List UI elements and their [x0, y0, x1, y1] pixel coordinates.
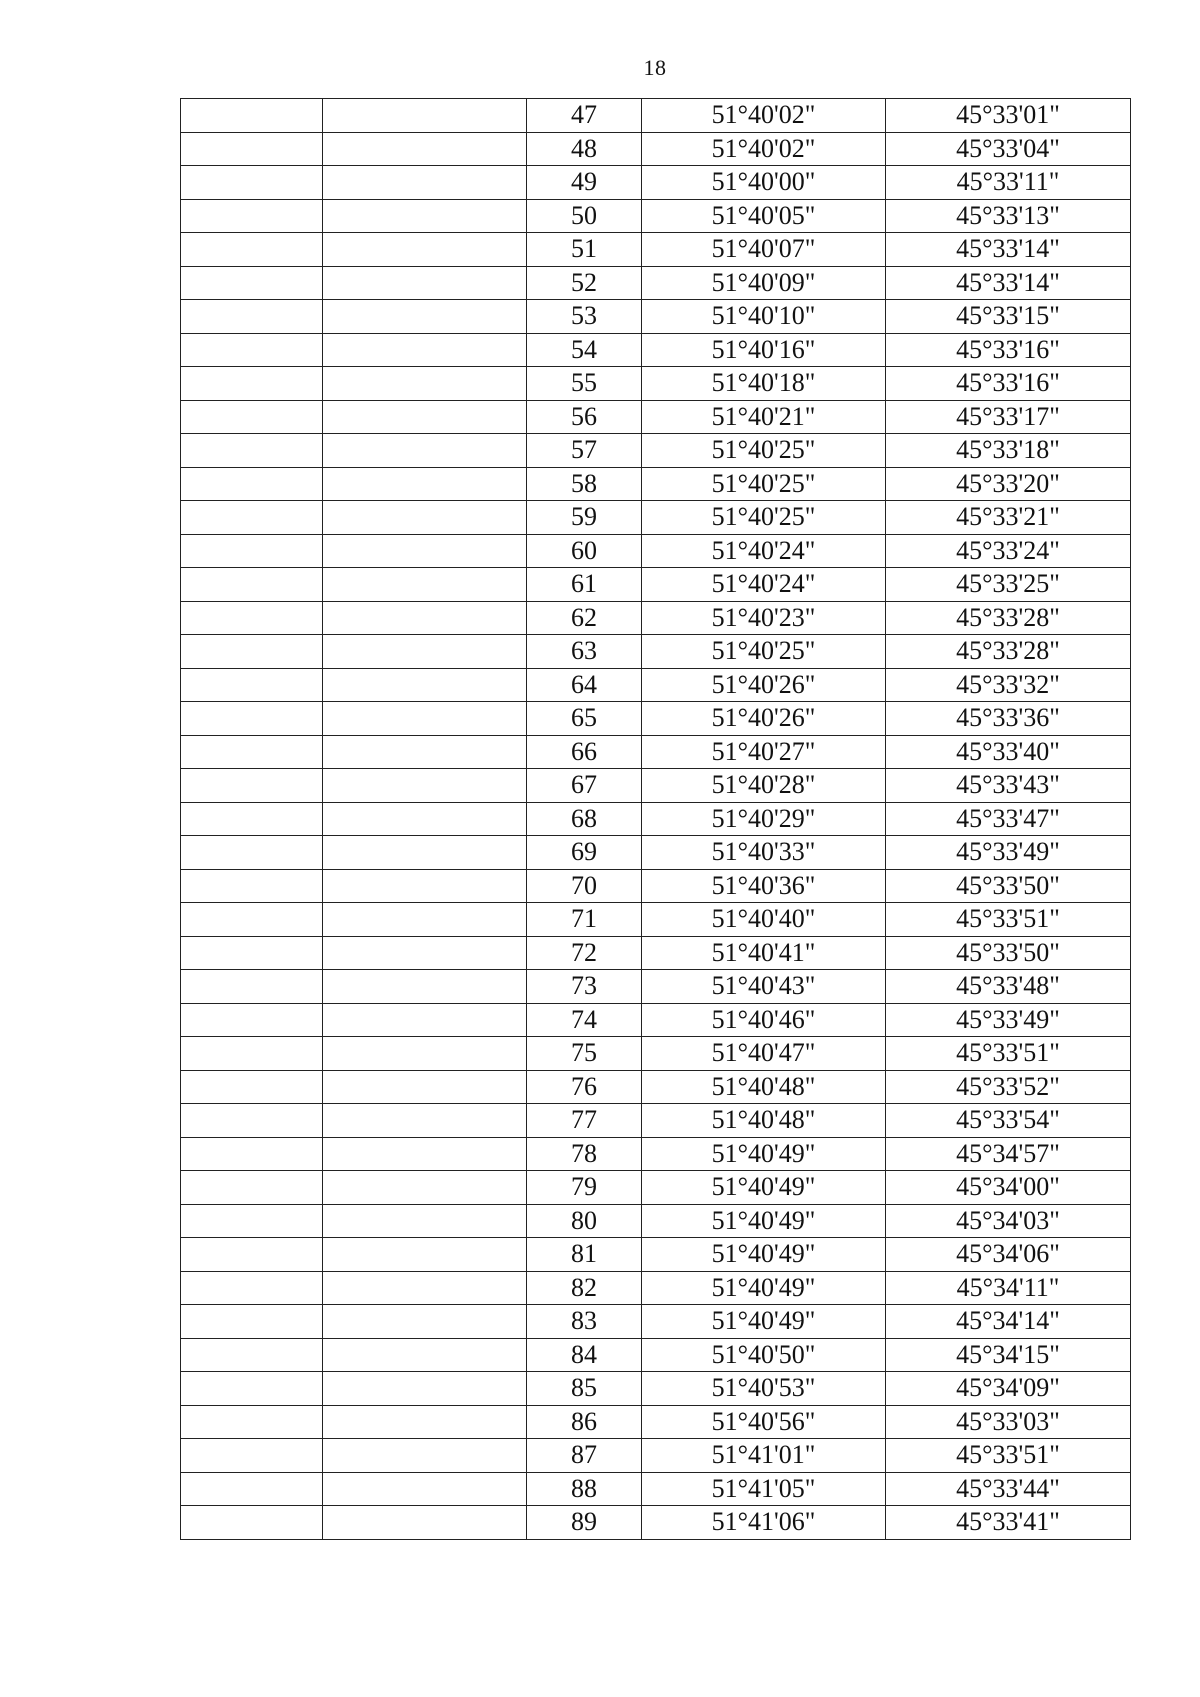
latitude-cell: 51°40'05": [642, 199, 886, 233]
point-number-cell: 86: [527, 1405, 642, 1439]
point-number-cell: 55: [527, 367, 642, 401]
longitude-cell: 45°34'09": [886, 1372, 1131, 1406]
table-row: [181, 702, 1131, 736]
table-row: [181, 467, 1131, 501]
empty-cell: [323, 601, 527, 635]
empty-cell: [323, 199, 527, 233]
table-row: [181, 1405, 1131, 1439]
point-number-cell: 69: [527, 836, 642, 870]
longitude-cell: 45°33'03": [886, 1405, 1131, 1439]
empty-cell: [181, 166, 323, 200]
empty-cell: [323, 970, 527, 1004]
longitude-cell: 45°33'40": [886, 735, 1131, 769]
empty-cell: [323, 434, 527, 468]
point-number-cell: 58: [527, 467, 642, 501]
empty-cell: [181, 233, 323, 267]
latitude-cell: 51°40'28": [642, 769, 886, 803]
empty-cell: [181, 769, 323, 803]
longitude-cell: 45°33'32": [886, 668, 1131, 702]
point-number-cell: 89: [527, 1506, 642, 1540]
latitude-cell: 51°41'06": [642, 1506, 886, 1540]
table-row: [181, 166, 1131, 200]
empty-cell: [323, 1439, 527, 1473]
point-number-cell: 50: [527, 199, 642, 233]
latitude-cell: 51°40'49": [642, 1238, 886, 1272]
latitude-cell: 51°40'25": [642, 501, 886, 535]
empty-cell: [323, 534, 527, 568]
longitude-cell: 45°33'49": [886, 1003, 1131, 1037]
empty-cell: [323, 1372, 527, 1406]
empty-cell: [181, 333, 323, 367]
point-number-cell: 78: [527, 1137, 642, 1171]
latitude-cell: 51°40'48": [642, 1104, 886, 1138]
empty-cell: [323, 1037, 527, 1071]
latitude-cell: 51°40'26": [642, 702, 886, 736]
table-row: [181, 903, 1131, 937]
empty-cell: [181, 668, 323, 702]
empty-cell: [181, 534, 323, 568]
point-number-cell: 54: [527, 333, 642, 367]
longitude-cell: 45°33'54": [886, 1104, 1131, 1138]
point-number-cell: 63: [527, 635, 642, 669]
table-row: [181, 635, 1131, 669]
point-number-cell: 47: [527, 99, 642, 133]
table-row: [181, 769, 1131, 803]
empty-cell: [323, 1204, 527, 1238]
longitude-cell: 45°33'51": [886, 1037, 1131, 1071]
point-number-cell: 64: [527, 668, 642, 702]
table-row: [181, 333, 1131, 367]
longitude-cell: 45°33'15": [886, 300, 1131, 334]
latitude-cell: 51°40'48": [642, 1070, 886, 1104]
empty-cell: [181, 1305, 323, 1339]
longitude-cell: 45°33'13": [886, 199, 1131, 233]
table-row: [181, 1003, 1131, 1037]
latitude-cell: 51°40'41": [642, 936, 886, 970]
latitude-cell: 51°40'21": [642, 400, 886, 434]
point-number-cell: 73: [527, 970, 642, 1004]
empty-cell: [181, 467, 323, 501]
table-row: [181, 869, 1131, 903]
empty-cell: [181, 903, 323, 937]
point-number-cell: 82: [527, 1271, 642, 1305]
longitude-cell: 45°33'51": [886, 903, 1131, 937]
latitude-cell: 51°40'09": [642, 266, 886, 300]
latitude-cell: 51°40'26": [642, 668, 886, 702]
latitude-cell: 51°40'49": [642, 1204, 886, 1238]
empty-cell: [323, 1070, 527, 1104]
point-number-cell: 72: [527, 936, 642, 970]
point-number-cell: 59: [527, 501, 642, 535]
table-row: [181, 668, 1131, 702]
longitude-cell: 45°34'15": [886, 1338, 1131, 1372]
latitude-cell: 51°40'36": [642, 869, 886, 903]
table-row: [181, 233, 1131, 267]
empty-cell: [323, 869, 527, 903]
latitude-cell: 51°41'05": [642, 1472, 886, 1506]
empty-cell: [323, 936, 527, 970]
latitude-cell: 51°40'56": [642, 1405, 886, 1439]
point-number-cell: 60: [527, 534, 642, 568]
table-row: [181, 1070, 1131, 1104]
table-row: [181, 1204, 1131, 1238]
point-number-cell: 77: [527, 1104, 642, 1138]
longitude-cell: 45°34'11": [886, 1271, 1131, 1305]
longitude-cell: 45°33'47": [886, 802, 1131, 836]
latitude-cell: 51°40'29": [642, 802, 886, 836]
longitude-cell: 45°33'28": [886, 635, 1131, 669]
empty-cell: [323, 333, 527, 367]
longitude-cell: 45°34'57": [886, 1137, 1131, 1171]
point-number-cell: 74: [527, 1003, 642, 1037]
empty-cell: [323, 735, 527, 769]
empty-cell: [323, 266, 527, 300]
table-row: [181, 1338, 1131, 1372]
coordinates-table-body: [181, 99, 1131, 1540]
empty-cell: [181, 1171, 323, 1205]
longitude-cell: 45°33'18": [886, 434, 1131, 468]
latitude-cell: 51°40'33": [642, 836, 886, 870]
latitude-cell: 51°40'49": [642, 1137, 886, 1171]
latitude-cell: 51°40'47": [642, 1037, 886, 1071]
latitude-cell: 51°40'02": [642, 99, 886, 133]
latitude-cell: 51°40'43": [642, 970, 886, 1004]
point-number-cell: 65: [527, 702, 642, 736]
empty-cell: [323, 166, 527, 200]
longitude-cell: 45°33'24": [886, 534, 1131, 568]
longitude-cell: 45°33'48": [886, 970, 1131, 1004]
empty-cell: [323, 836, 527, 870]
table-row: [181, 132, 1131, 166]
empty-cell: [323, 1506, 527, 1540]
latitude-cell: 51°40'49": [642, 1171, 886, 1205]
empty-cell: [323, 1472, 527, 1506]
empty-cell: [323, 1338, 527, 1372]
point-number-cell: 85: [527, 1372, 642, 1406]
latitude-cell: 51°40'07": [642, 233, 886, 267]
table-row: [181, 300, 1131, 334]
latitude-cell: 51°40'24": [642, 534, 886, 568]
longitude-cell: 45°33'16": [886, 333, 1131, 367]
point-number-cell: 76: [527, 1070, 642, 1104]
empty-cell: [181, 132, 323, 166]
empty-cell: [181, 568, 323, 602]
empty-cell: [181, 702, 323, 736]
empty-cell: [181, 1238, 323, 1272]
empty-cell: [181, 1070, 323, 1104]
empty-cell: [181, 1439, 323, 1473]
latitude-cell: 51°41'01": [642, 1439, 886, 1473]
page-number: 18: [643, 55, 667, 80]
table-row: [181, 534, 1131, 568]
longitude-cell: 45°33'20": [886, 467, 1131, 501]
latitude-cell: 51°40'24": [642, 568, 886, 602]
empty-cell: [323, 1104, 527, 1138]
table-row: [181, 1305, 1131, 1339]
empty-cell: [323, 903, 527, 937]
point-number-cell: 79: [527, 1171, 642, 1205]
longitude-cell: 45°33'01": [886, 99, 1131, 133]
latitude-cell: 51°40'10": [642, 300, 886, 334]
empty-cell: [181, 434, 323, 468]
empty-cell: [181, 1204, 323, 1238]
empty-cell: [323, 367, 527, 401]
empty-cell: [181, 1506, 323, 1540]
empty-cell: [323, 132, 527, 166]
longitude-cell: 45°33'41": [886, 1506, 1131, 1540]
empty-cell: [181, 635, 323, 669]
empty-cell: [181, 735, 323, 769]
longitude-cell: 45°34'03": [886, 1204, 1131, 1238]
table-row: [181, 99, 1131, 133]
empty-cell: [323, 635, 527, 669]
latitude-cell: 51°40'16": [642, 333, 886, 367]
empty-cell: [323, 501, 527, 535]
table-row: [181, 1238, 1131, 1272]
empty-cell: [181, 199, 323, 233]
empty-cell: [181, 869, 323, 903]
longitude-cell: 45°33'04": [886, 132, 1131, 166]
longitude-cell: 45°33'28": [886, 601, 1131, 635]
longitude-cell: 45°33'14": [886, 266, 1131, 300]
empty-cell: [181, 1104, 323, 1138]
longitude-cell: 45°34'00": [886, 1171, 1131, 1205]
longitude-cell: 45°34'06": [886, 1238, 1131, 1272]
point-number-cell: 56: [527, 400, 642, 434]
point-number-cell: 75: [527, 1037, 642, 1071]
empty-cell: [181, 601, 323, 635]
point-number-cell: 70: [527, 869, 642, 903]
point-number-cell: 80: [527, 1204, 642, 1238]
longitude-cell: 45°33'44": [886, 1472, 1131, 1506]
empty-cell: [323, 467, 527, 501]
empty-cell: [323, 802, 527, 836]
longitude-cell: 45°33'25": [886, 568, 1131, 602]
point-number-cell: 51: [527, 233, 642, 267]
latitude-cell: 51°40'46": [642, 1003, 886, 1037]
point-number-cell: 83: [527, 1305, 642, 1339]
point-number-cell: 57: [527, 434, 642, 468]
empty-cell: [323, 702, 527, 736]
table-row: [181, 1104, 1131, 1138]
longitude-cell: 45°33'16": [886, 367, 1131, 401]
latitude-cell: 51°40'25": [642, 635, 886, 669]
table-row: [181, 601, 1131, 635]
empty-cell: [323, 400, 527, 434]
latitude-cell: 51°40'50": [642, 1338, 886, 1372]
empty-cell: [181, 1271, 323, 1305]
table-row: [181, 936, 1131, 970]
longitude-cell: 45°33'49": [886, 836, 1131, 870]
latitude-cell: 51°40'18": [642, 367, 886, 401]
table-row: [181, 266, 1131, 300]
table-row: [181, 1271, 1131, 1305]
longitude-cell: 45°33'36": [886, 702, 1131, 736]
latitude-cell: 51°40'00": [642, 166, 886, 200]
point-number-cell: 71: [527, 903, 642, 937]
latitude-cell: 51°40'49": [642, 1271, 886, 1305]
table-row: [181, 1472, 1131, 1506]
point-number-cell: 61: [527, 568, 642, 602]
longitude-cell: 45°34'14": [886, 1305, 1131, 1339]
empty-cell: [181, 936, 323, 970]
empty-cell: [181, 802, 323, 836]
empty-cell: [181, 1003, 323, 1037]
empty-cell: [323, 1305, 527, 1339]
point-number-cell: 88: [527, 1472, 642, 1506]
table-row: [181, 434, 1131, 468]
latitude-cell: 51°40'02": [642, 132, 886, 166]
empty-cell: [181, 1372, 323, 1406]
empty-cell: [323, 1405, 527, 1439]
point-number-cell: 81: [527, 1238, 642, 1272]
longitude-cell: 45°33'50": [886, 936, 1131, 970]
empty-cell: [181, 300, 323, 334]
table-row: [181, 1137, 1131, 1171]
empty-cell: [323, 1271, 527, 1305]
table-row: [181, 199, 1131, 233]
table-row: [181, 1506, 1131, 1540]
empty-cell: [181, 1137, 323, 1171]
point-number-cell: 66: [527, 735, 642, 769]
empty-cell: [323, 1003, 527, 1037]
empty-cell: [323, 1137, 527, 1171]
point-number-cell: 49: [527, 166, 642, 200]
point-number-cell: 67: [527, 769, 642, 803]
point-number-cell: 84: [527, 1338, 642, 1372]
point-number-cell: 87: [527, 1439, 642, 1473]
point-number-cell: 53: [527, 300, 642, 334]
empty-cell: [181, 400, 323, 434]
empty-cell: [323, 668, 527, 702]
empty-cell: [181, 970, 323, 1004]
coordinates-table: [180, 98, 1131, 1540]
empty-cell: [181, 367, 323, 401]
longitude-cell: 45°33'51": [886, 1439, 1131, 1473]
table-row: [181, 367, 1131, 401]
table-row: [181, 970, 1131, 1004]
table-row: [181, 501, 1131, 535]
table-row: [181, 1037, 1131, 1071]
point-number-cell: 62: [527, 601, 642, 635]
empty-cell: [323, 1238, 527, 1272]
table-row: [181, 735, 1131, 769]
empty-cell: [181, 1405, 323, 1439]
latitude-cell: 51°40'53": [642, 1372, 886, 1406]
table-row: [181, 1171, 1131, 1205]
latitude-cell: 51°40'25": [642, 434, 886, 468]
empty-cell: [323, 233, 527, 267]
longitude-cell: 45°33'17": [886, 400, 1131, 434]
point-number-cell: 52: [527, 266, 642, 300]
point-number-cell: 68: [527, 802, 642, 836]
longitude-cell: 45°33'43": [886, 769, 1131, 803]
longitude-cell: 45°33'52": [886, 1070, 1131, 1104]
table-row: [181, 802, 1131, 836]
empty-cell: [323, 300, 527, 334]
empty-cell: [323, 568, 527, 602]
empty-cell: [181, 99, 323, 133]
empty-cell: [323, 769, 527, 803]
longitude-cell: 45°33'14": [886, 233, 1131, 267]
latitude-cell: 51°40'49": [642, 1305, 886, 1339]
empty-cell: [181, 1472, 323, 1506]
table-row: [181, 1372, 1131, 1406]
longitude-cell: 45°33'11": [886, 166, 1131, 200]
empty-cell: [323, 99, 527, 133]
latitude-cell: 51°40'27": [642, 735, 886, 769]
empty-cell: [181, 836, 323, 870]
latitude-cell: 51°40'25": [642, 467, 886, 501]
point-number-cell: 48: [527, 132, 642, 166]
empty-cell: [181, 1338, 323, 1372]
empty-cell: [181, 501, 323, 535]
table-row: [181, 568, 1131, 602]
table-row: [181, 400, 1131, 434]
table-row: [181, 1439, 1131, 1473]
empty-cell: [323, 1171, 527, 1205]
longitude-cell: 45°33'21": [886, 501, 1131, 535]
longitude-cell: 45°33'50": [886, 869, 1131, 903]
latitude-cell: 51°40'23": [642, 601, 886, 635]
empty-cell: [181, 1037, 323, 1071]
table-row: [181, 836, 1131, 870]
empty-cell: [181, 266, 323, 300]
latitude-cell: 51°40'40": [642, 903, 886, 937]
